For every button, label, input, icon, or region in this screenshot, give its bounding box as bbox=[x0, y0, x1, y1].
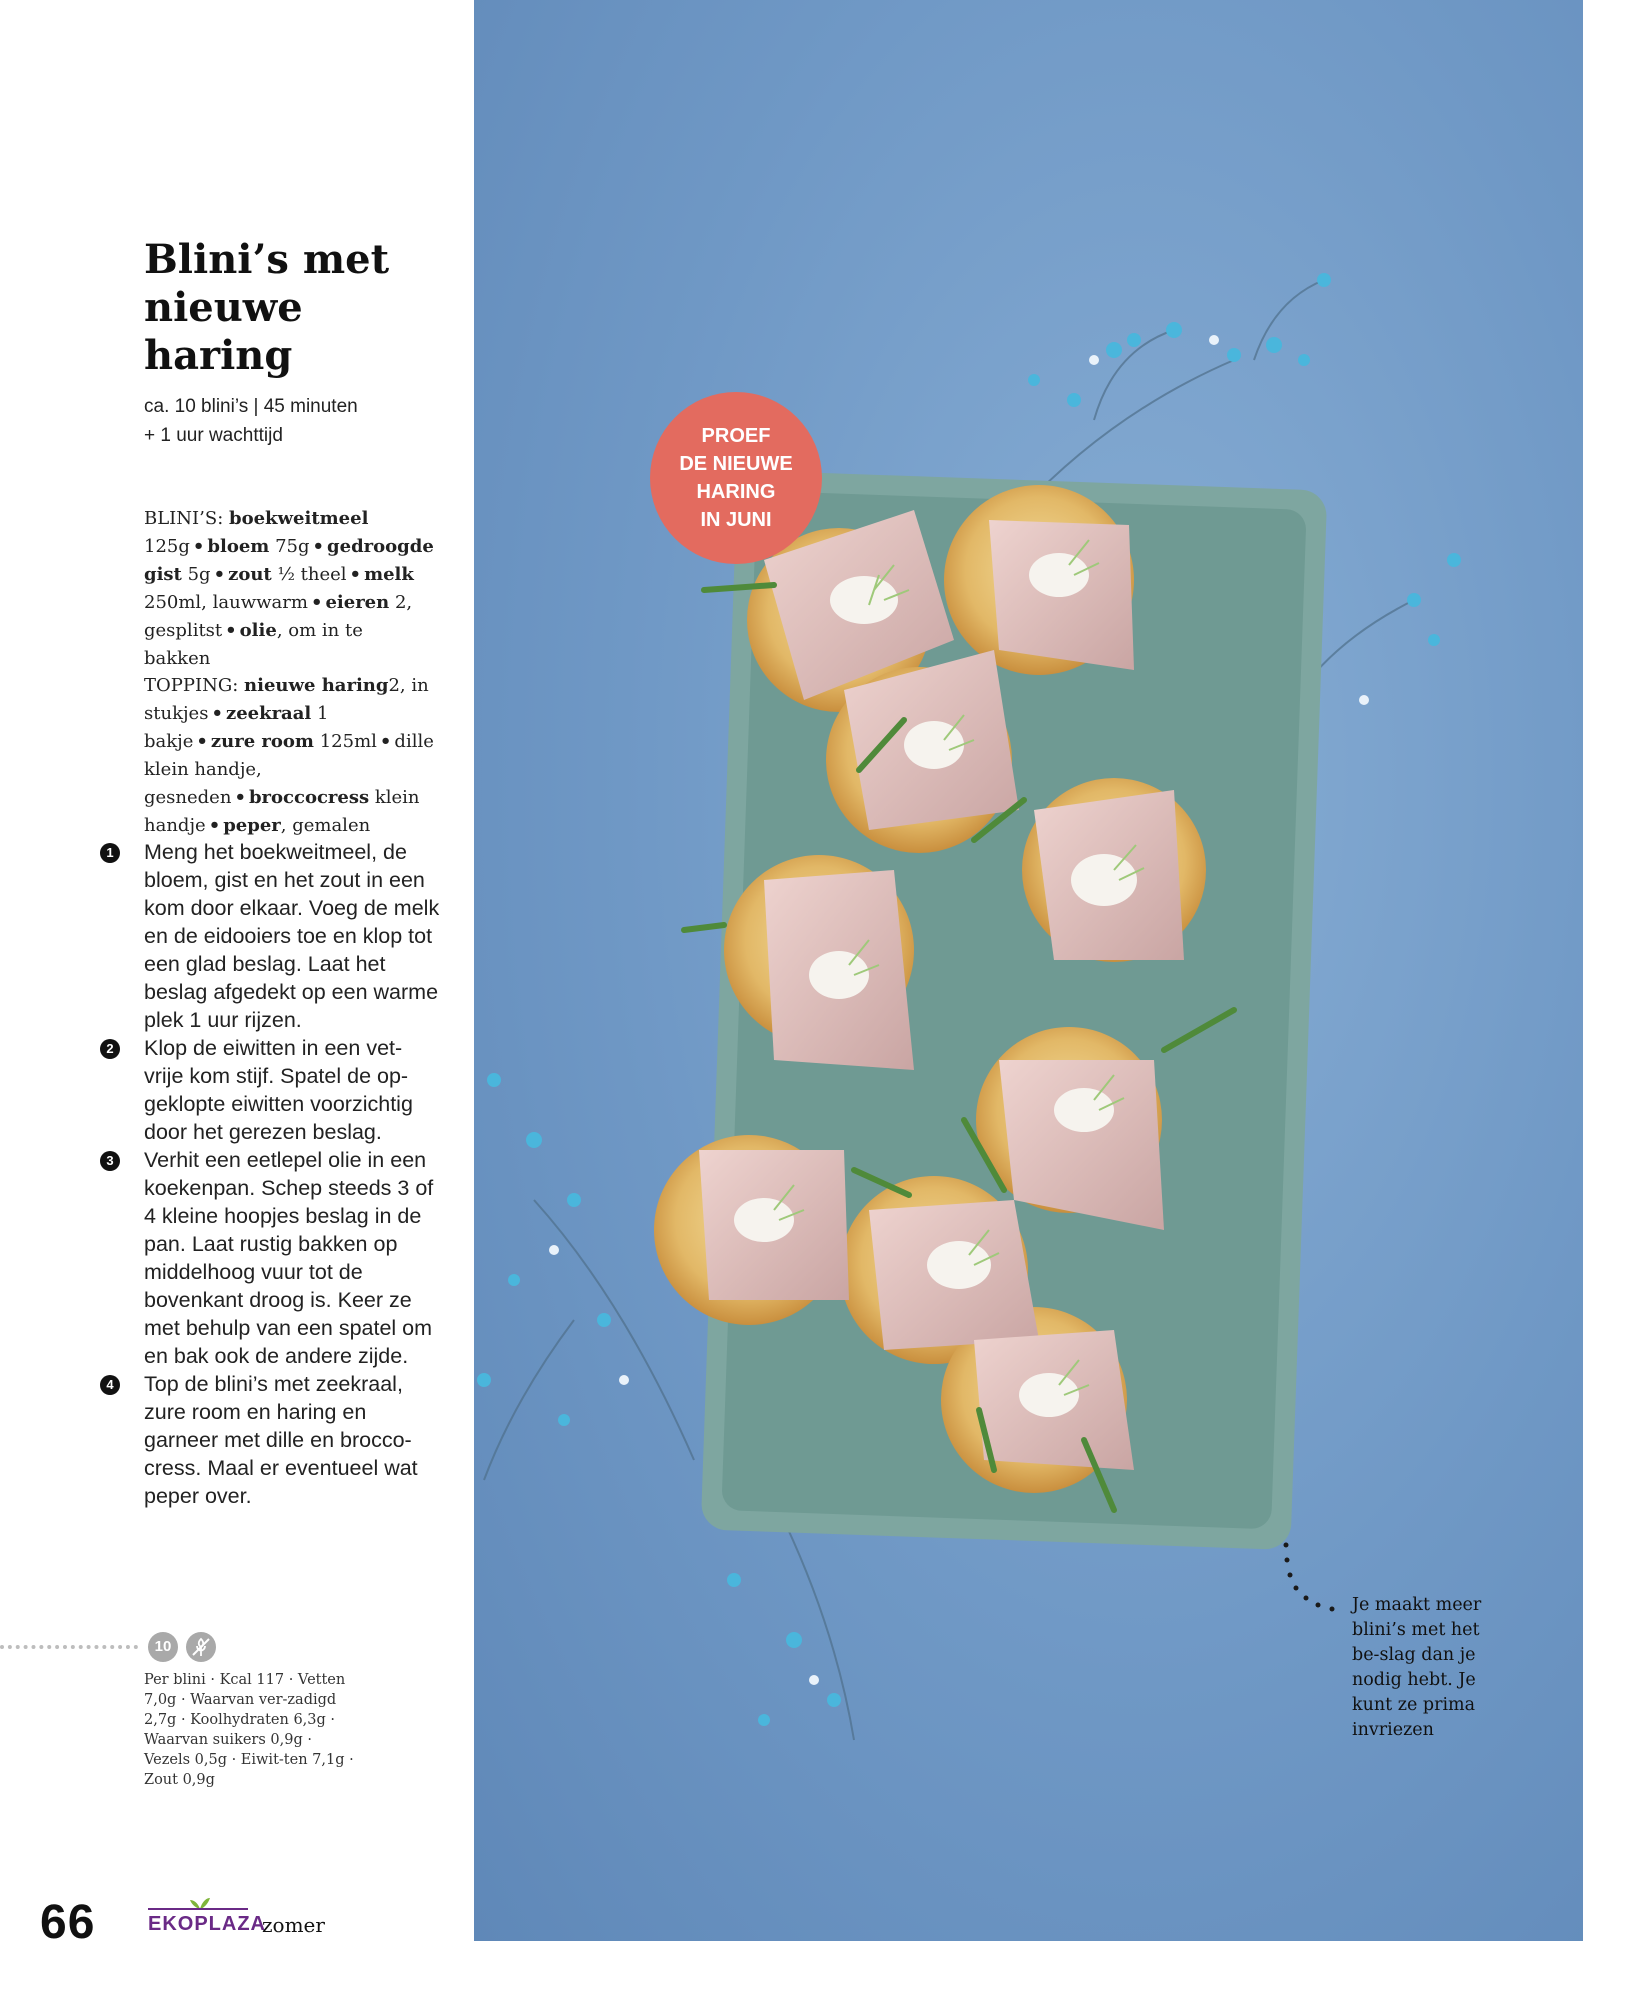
ingredient-name: eieren bbox=[325, 592, 390, 613]
ingredient-amount: 125g bbox=[144, 536, 190, 557]
page-number: 66 bbox=[40, 1896, 96, 1949]
step-text: Meng het boekweitmeel, de bloem, gist en het zout in een kom door elkaar. Voeg de melk en de eidooiers toe en klop tot een glad beslag. Laat het beslag afgedekt op een warme plek 1 uur rijzen. bbox=[144, 840, 440, 1032]
ingredient-name: zeekraal bbox=[225, 703, 312, 724]
ingredient-amount: 125ml bbox=[319, 731, 377, 752]
ingredient-amount: 2, gesplitst bbox=[144, 592, 413, 641]
ingredient-amount: 2, in stukjes bbox=[144, 675, 429, 724]
step-2 bbox=[100, 1034, 440, 1146]
ingredient-name: zure room bbox=[210, 731, 314, 752]
servings-time: ca. 10 blini’s | 45 minuten bbox=[144, 396, 358, 417]
stamp-line: HARING bbox=[696, 481, 776, 503]
title-line: haring bbox=[144, 332, 293, 379]
brand-logo: EKOPLAZA bbox=[148, 1913, 266, 1935]
step-number-badge: 2 bbox=[100, 1039, 120, 1059]
ingredient-section-label: TOPPING: bbox=[144, 675, 239, 696]
ingredient-amount: 250ml, lauwwarm bbox=[144, 592, 308, 613]
waiting-time: + 1 uur wachttijd bbox=[144, 425, 283, 446]
photo-caption: Je maakt meer blini’s met het be-slag dan je nodig hebt. Je kunt ze prima invriezen bbox=[1352, 1595, 1482, 1740]
step-text: Top de blini’s met zeekraal, zure room en haring en garneer met dille en brocco-cress. Maal er eventueel wat peper over. bbox=[144, 1372, 418, 1508]
issue-season: zomer bbox=[262, 1913, 325, 1937]
stamp-line: IN JUNI bbox=[700, 509, 772, 531]
ingredient-amount: dille klein handje, gesneden bbox=[144, 731, 434, 808]
recipe-meta bbox=[144, 392, 358, 450]
promo-stamp bbox=[650, 392, 822, 564]
step-4 bbox=[100, 1370, 440, 1510]
ingredient-amount: , om in te bakken bbox=[144, 620, 363, 669]
ingredient-name: zout bbox=[228, 564, 272, 585]
step-text: Klop de eiwitten in een vet-vrije kom stijf. Spatel de op-geklopte eiwitten voorzichtig door het gerezen beslag. bbox=[144, 1036, 413, 1144]
no-gluten-icon bbox=[186, 1632, 216, 1662]
ingredient-name: nieuwe haring bbox=[244, 675, 389, 696]
step-number-badge: 1 bbox=[100, 843, 120, 863]
blini-ingredients: BLINI’S: boekweitmeel 125g • bloem 75g • gedroogde gist 5g • zout ½ theel • melk 250ml, lauwwarm • eieren 2, gesplitst • olie, om in te bakken bbox=[144, 508, 434, 669]
title-line: nieuwe bbox=[144, 284, 303, 331]
stamp-line: DE NIEUWE bbox=[679, 453, 793, 475]
brand-underline bbox=[148, 1908, 248, 1910]
ingredient-amount: ½ theel bbox=[277, 564, 347, 585]
ingredient-name: boekweitmeel bbox=[229, 508, 369, 529]
ingredient-amount: , gemalen bbox=[280, 815, 371, 836]
ingredient-amount: 5g bbox=[187, 564, 211, 585]
ingredient-section-label: BLINI’S: bbox=[144, 508, 224, 529]
ingredient-name: melk bbox=[364, 564, 414, 585]
dotted-divider bbox=[0, 1645, 138, 1649]
topping-ingredients: TOPPING: nieuwe haring2, in stukjes • zeekraal 1 bakje • zure room 125ml • dille klein handje, gesneden • broccocress klein handje • peper, gemalen bbox=[144, 675, 434, 836]
ingredient-name: peper bbox=[223, 815, 281, 836]
step-text: Verhit een eetlepel olie in een koekenpan. Schep steeds 3 of 4 kleine hoopjes beslag in de pan. Laat rustig bakken op middelhoog vuur tot de bovenkant droog is. Keer ze met behulp van een spatel om en bak ook de andere zijde. bbox=[144, 1148, 434, 1368]
step-1 bbox=[100, 838, 440, 1034]
servings-badge: 10 bbox=[148, 1632, 178, 1662]
ingredient-name: gedroogde gist bbox=[144, 536, 434, 585]
ingredient-name: bloem bbox=[207, 536, 270, 557]
ingredient-amount: 1 bakje bbox=[144, 703, 329, 752]
step-number-badge: 3 bbox=[100, 1151, 120, 1171]
ingredient-amount: 75g bbox=[275, 536, 310, 557]
stamp-line: PROEF bbox=[701, 425, 771, 447]
preparation-steps bbox=[100, 838, 440, 1510]
nutrition-info: Per blini · Kcal 117 · Vetten 7,0g · Waarvan ver-zadigd 2,7g · Koolhydraten 6,3g · Waarvan suikers 0,9g · Vezels 0,5g · Eiwit-ten 7,1g · Zout 0,9g bbox=[144, 1672, 354, 1788]
title-line: Blini’s met bbox=[144, 236, 390, 283]
ingredient-amount: klein handje bbox=[144, 787, 420, 836]
ingredient-name: olie bbox=[239, 620, 277, 641]
step-number-badge: 4 bbox=[100, 1375, 120, 1395]
recipe-title bbox=[144, 236, 474, 380]
ingredient-name: broccocress bbox=[248, 787, 370, 808]
caption-dots bbox=[1284, 1543, 1335, 1612]
step-3 bbox=[100, 1146, 440, 1370]
